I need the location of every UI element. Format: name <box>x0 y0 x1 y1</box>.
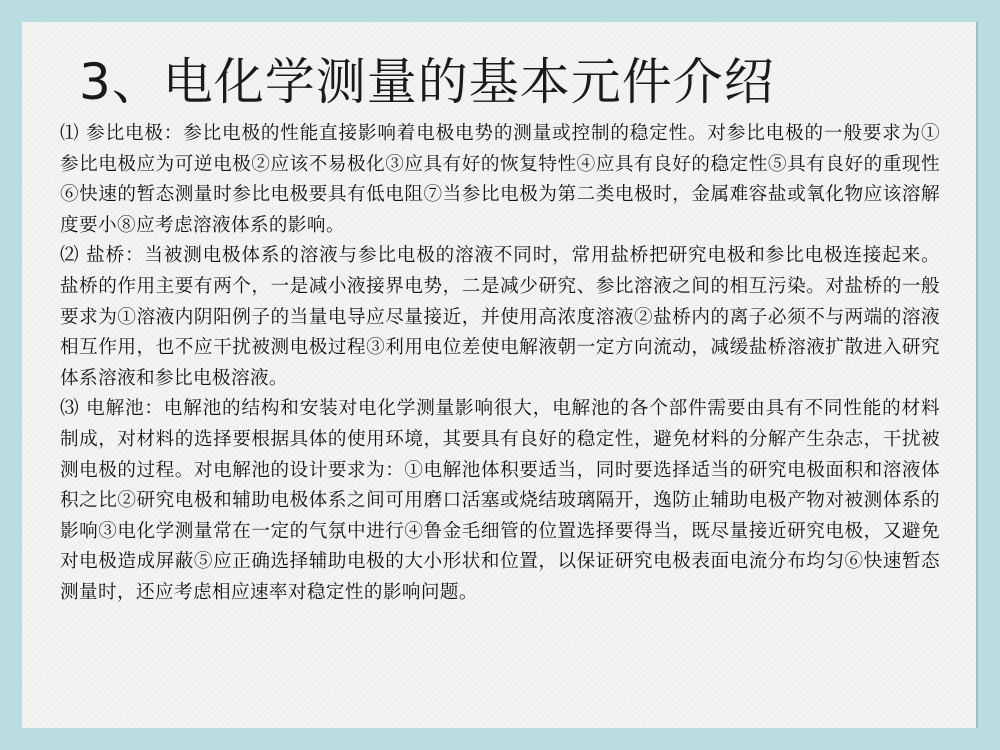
paragraph-electrolytic-cell: ⑶ 电解池：电解池的结构和安装对电化学测量影响很大，电解池的各个部件需要由具有不同性能的材料制成，对材料的选择要根据具体的使用环境，其要具有良好的稳定性，避免材料的分解产生杂志，干扰被测电极的过程。对电解池的设计要求为：①电解池体积要适当，同时要选择适当的研究电极面积和溶液体积之比②研究电极和辅助电极体系之间可用磨口活塞或烧结玻璃隔开，逸防止辅助电极产物对被测体系的影响③电化学测量常在一定的气氛中进行④鲁金毛细管的位置选择要得当，既尽量接近研究电极，又避免对电极造成屏蔽⑤应正确选择辅助电极的大小形状和位置，以保证研究电极表面电流分布均匀⑥快速暂态测量时，还应考虑相应速率对稳定性的影响问题。 <box>60 398 940 603</box>
slide <box>22 22 978 728</box>
paragraph-reference-electrode: ⑴ 参比电极：参比电极的性能直接影响着电极电势的测量或控制的稳定性。对参比电极的一般要求为①参比电极应为可逆电极②应该不易极化③应具有好的恢复特性④应具有良好的稳定性⑤具有良好的重现性⑥快速的暂态测量时参比电极要具有低电阻⑦当参比电极为第二类电极时，金属难容盐或氧化物应该溶解度要小⑧应考虑溶液体系的影响。 <box>60 123 940 236</box>
slide-body <box>60 119 940 609</box>
paragraph-salt-bridge: ⑵ 盐桥：当被测电极体系的溶液与参比电极的溶液不同时，常用盐桥把研究电极和参比电极连接起来。盐桥的作用主要有两个，一是减小液接界电势，二是减少研究、参比溶液之间的相互污染。对盐桥的一般要求为①溶液内阴阳例子的当量电导应尽量接近，并使用高浓度溶液②盐桥内的离子必须不与两端的溶液相互作用，也不应干扰被测电极过程③利用电位差使电解液朝一定方向流动，减缓盐桥溶液扩散进入研究体系溶液和参比电极溶液。 <box>60 245 940 389</box>
slide-title: 3、电化学测量的基本元件介绍 <box>79 53 775 111</box>
